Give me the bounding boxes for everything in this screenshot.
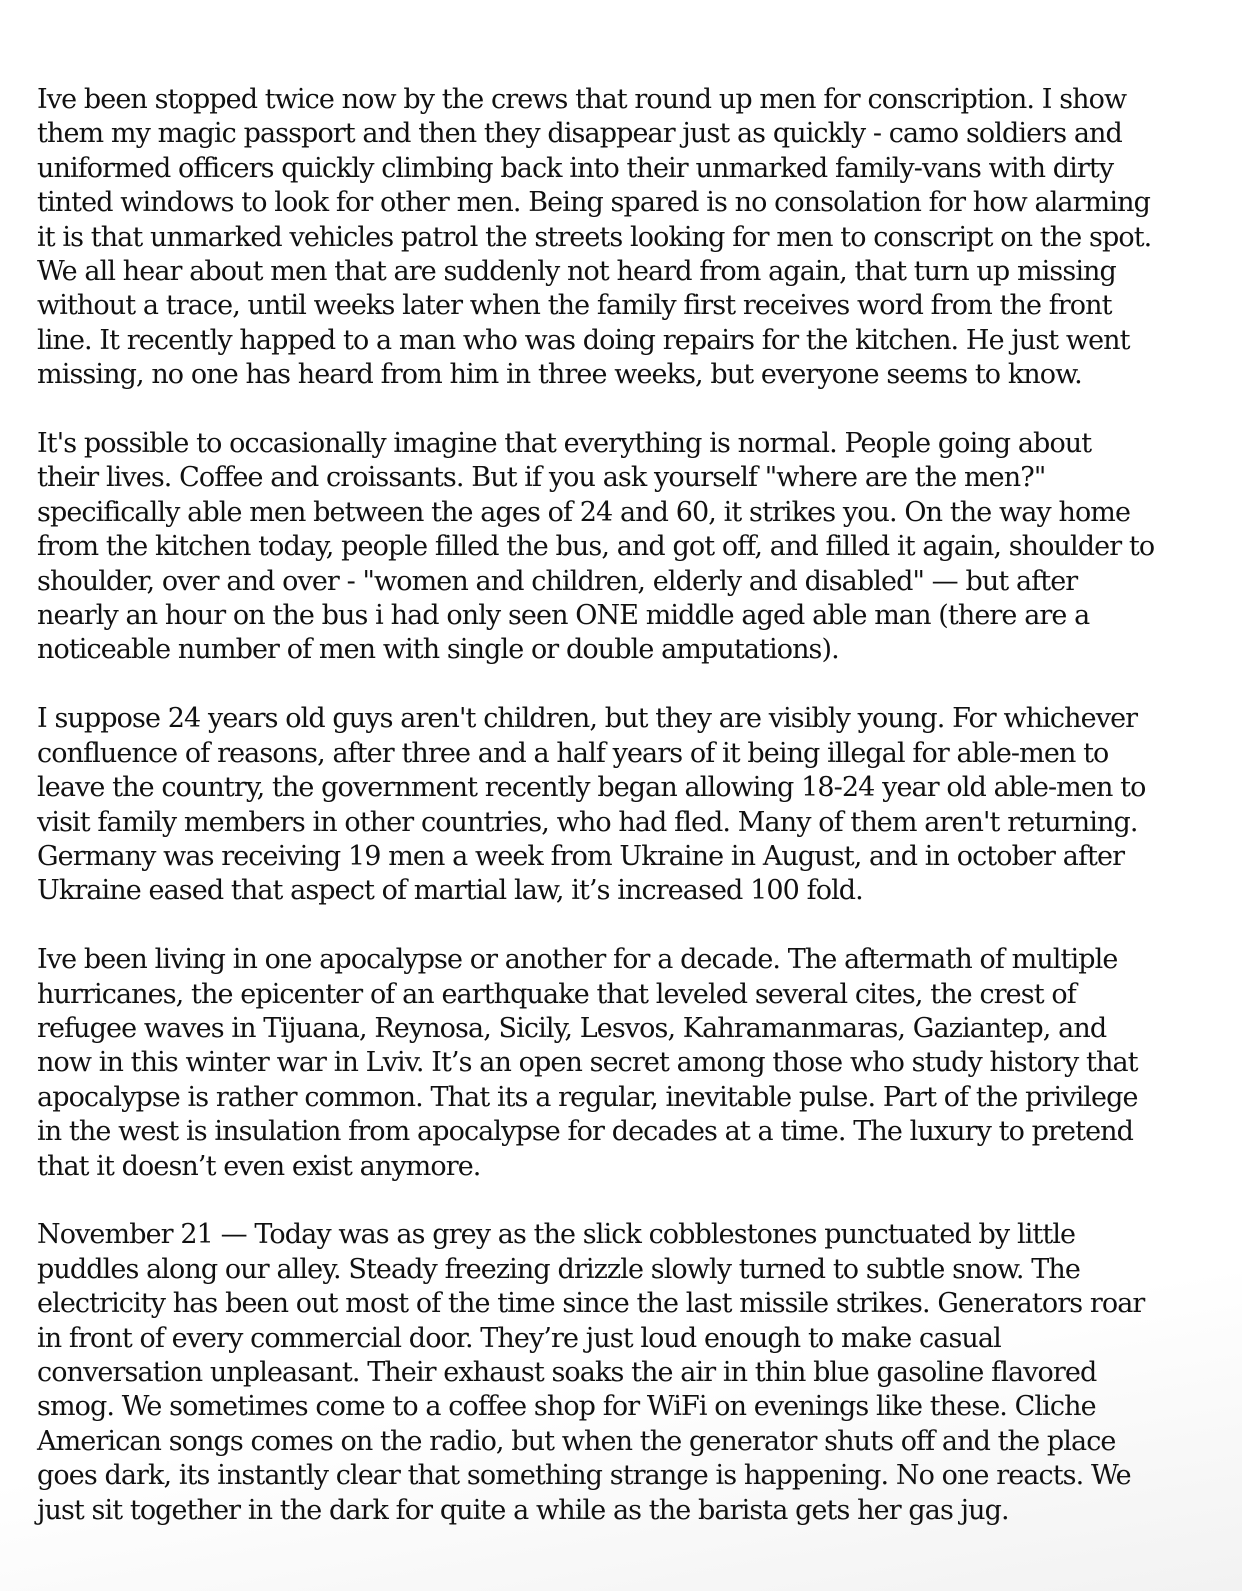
text-line: it is that unmarked vehicles patrol the streets looking for men to conscript on the spot.: [37, 221, 1152, 253]
text-line: November 21 — Today was as grey as the slick cobblestones punctuated by little: [37, 1219, 1076, 1251]
text-line: refugee waves in Tijuana, Reynosa, Sicily, Lesvos, Kahramanmaras, Gaziantep, and: [37, 1012, 1107, 1044]
text-line: hurricanes, the epicenter of an earthquake that leveled several cites, the crest of: [37, 978, 1076, 1010]
paragraph-where-are-the-men: [37, 427, 1229, 668]
text-line: noticeable number of men with single or double amputations).: [37, 634, 839, 666]
text-line: Ive been living in one apocalypse or another for a decade. The aftermath of multiple: [37, 944, 1118, 976]
text-line: uniformed officers quickly climbing back into their unmarked family-vans with dirty: [37, 152, 1114, 184]
text-line: visit family members in other countries, who had fled. Many of them aren't returning.: [37, 806, 1138, 838]
text-line: missing, no one has heard from him in three weeks, but everyone seems to know.: [37, 359, 1082, 391]
text-line: line. It recently happed to a man who was doing repairs for the kitchen. He just went: [37, 324, 1130, 356]
text-line: their lives. Coffee and croissants. But if you ask yourself "where are the men?": [37, 462, 1046, 494]
text-line: electricity has been out most of the time since the last missile strikes. Generators roar: [37, 1288, 1145, 1320]
text-line: now in this winter war in Lviv. It’s an open secret among those who study history that: [37, 1047, 1138, 1079]
paragraph-young-men-leaving: [37, 702, 1229, 908]
text-line: apocalypse is rather common. That its a regular, inevitable pulse. Part of the privilege: [37, 1081, 1138, 1113]
text-line: tinted windows to look for other men. Being spared is no consolation for how alarming: [37, 187, 1150, 219]
paragraph-conscription: [37, 83, 1229, 393]
text-line: Ive been stopped twice now by the crews that round up men for conscription. I show: [37, 84, 1127, 115]
text-line: confluence of reasons, after three and a half years of it being illegal for able-men to: [37, 737, 1109, 769]
text-line: conversation unpleasant. Their exhaust soaks the air in thin blue gasoline flavored: [37, 1356, 1097, 1388]
text-line: American songs comes on the radio, but when the generator shuts off and the place: [37, 1425, 1116, 1457]
text-line: them my magic passport and then they disappear just as quickly - camo soldiers and: [37, 118, 1122, 150]
text-line: specifically able men between the ages of 24 and 60, it strikes you. On the way home: [37, 496, 1131, 528]
paragraph-apocalypse: [37, 943, 1229, 1184]
text-line: leave the country, the government recently began allowing 18-24 year old able-men to: [37, 772, 1146, 804]
text-line: in the west is insulation from apocalypse for decades at a time. The luxury to pretend: [37, 1116, 1134, 1148]
text-line: just sit together in the dark for quite a while as the barista gets her gas jug.: [37, 1494, 1009, 1526]
text-line: shoulder, over and over - "women and children, elderly and disabled" — but after: [37, 565, 1078, 597]
text-line: nearly an hour on the bus i had only seen ONE middle aged able man (there are a: [37, 600, 1090, 632]
text-line: I suppose 24 years old guys aren't children, but they are visibly young. For whichever: [37, 703, 1138, 735]
text-line: Germany was receiving 19 men a week from Ukraine in August, and in october after: [37, 840, 1125, 872]
text-line: We all hear about men that are suddenly not heard from again, that turn up missing: [37, 256, 1116, 288]
document-body: [37, 83, 1229, 1562]
text-line: goes dark, its instantly clear that something strange is happening. No one reacts. We: [37, 1460, 1131, 1492]
text-line: smog. We sometimes come to a coffee shop for WiFi on evenings like these. Cliche: [37, 1391, 1096, 1423]
text-line: that it doesn’t even exist anymore.: [37, 1150, 481, 1182]
text-line: in front of every commercial door. They’re just loud enough to make casual: [37, 1322, 1001, 1354]
text-line: puddles along our alley. Steady freezing drizzle slowly turned to subtle snow. The: [37, 1253, 1080, 1285]
paragraph-november-21: [37, 1218, 1229, 1528]
text-line: It's possible to occasionally imagine that everything is normal. People going about: [37, 428, 1092, 460]
text-line: Ukraine eased that aspect of martial law, it’s increased 100 fold.: [37, 875, 863, 907]
text-line: without a trace, until weeks later when the family first receives word from the front: [37, 290, 1112, 322]
text-line: from the kitchen today, people filled the bus, and got off, and filled it again, shoulder to: [37, 531, 1155, 563]
